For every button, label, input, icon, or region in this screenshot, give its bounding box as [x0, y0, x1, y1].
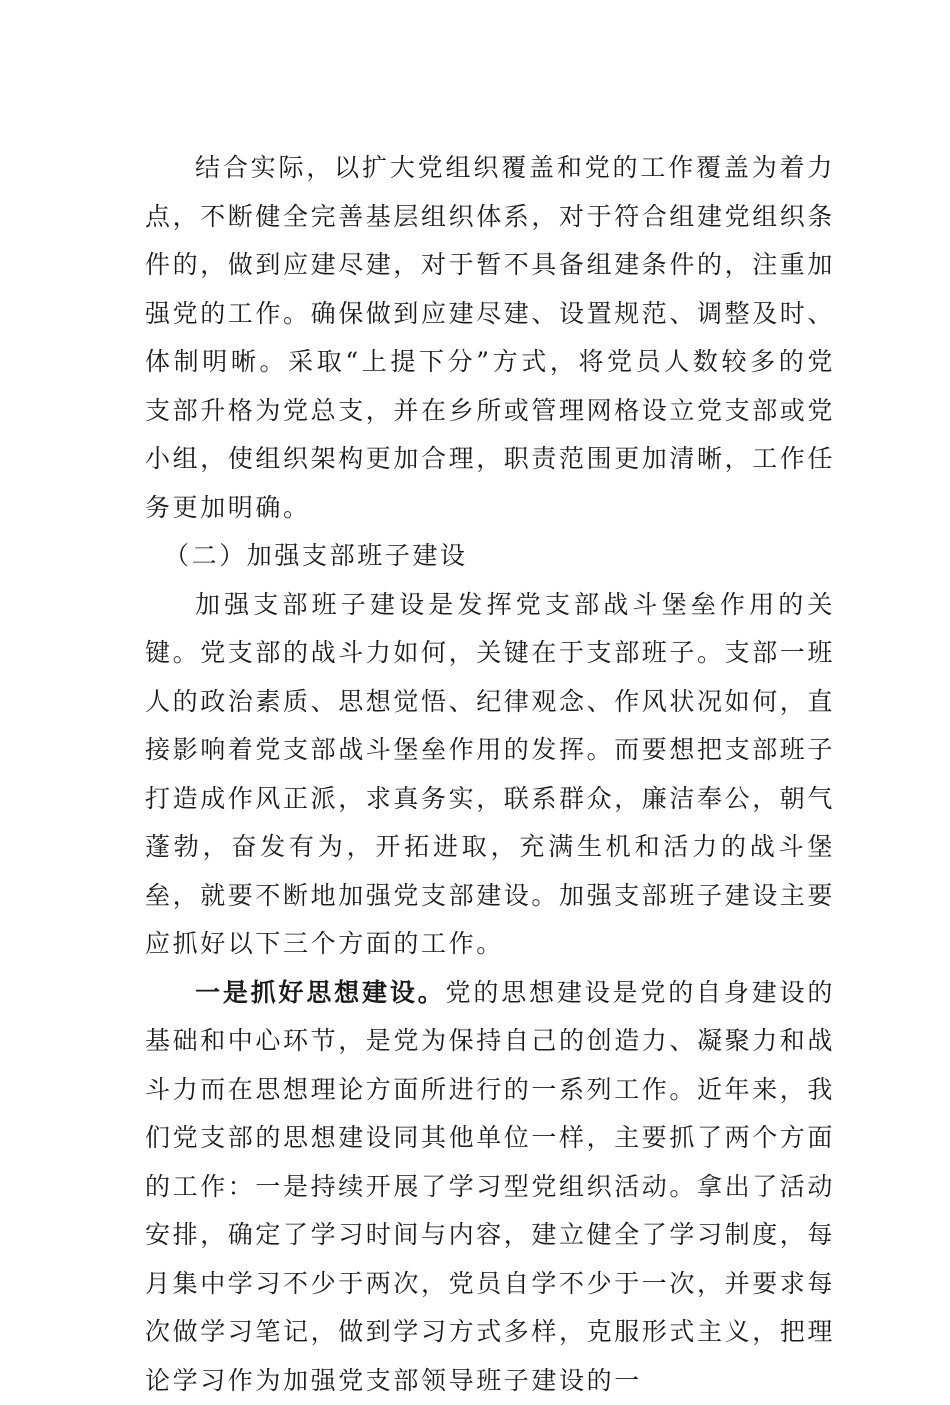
paragraph-branch-team: 加强支部班子建设是发挥党支部战斗堡垒作用的关键。党支部的战斗力如何，关键在于支部班子。支部一班人的政治素质、思想觉悟、纪律观念、作风状况如何，直接影响着党支部战斗堡垒作用的发挥。而要想把支部班子打造成作风正派，求真务实，联系群众，廉洁奉公，朝气蓬勃，奋发有为，开拓进取，充满生机和活力的战斗堡垒，就要不断地加强党支部建设。加强支部班子建设主要应抓好以下三个方面的工作。	[145, 581, 835, 969]
paragraph-organization-system: 结合实际，以扩大党组织覆盖和党的工作覆盖为着力点，不断健全完善基层组织体系，对于符合组建党组织条件的，做到应建尽建，对于暂不具备组建条件的，注重加强党的工作。确保做到应建尽建、设置规范、调整及时、体制明晰。采取“上提下分”方式，将党员人数较多的党支部升格为党总支，并在乡所或管理网格设立党支部或党小组，使组织架构更加合理，职责范围更加清晰，工作任务更加明确。	[145, 144, 835, 532]
paragraph-ideological-building	[145, 969, 835, 1405]
section-heading-branch-team: （二）加强支部班子建设	[145, 532, 835, 581]
paragraph-lead-bold: 一是抓好思想建设。	[195, 978, 446, 1007]
paragraph-body-text: 党的思想建设是党的自身建设的基础和中心环节，是党为保持自己的创造力、凝聚力和战斗力而在思想理论方面所进行的一系列工作。近年来，我们党支部的思想建设同其他单位一样，主要抓了两个方面的工作：一是持续开展了学习型党组织活动。拿出了活动安排，确定了学习时间与内容，建立健全了学习制度，每月集中学习不少于两次，党员自学不少于一次，并要求每次做学习笔记，做到学习方式多样，克服形式主义，把理论学习作为加强党支部领导班子建设的一	[145, 978, 835, 1395]
document-body	[145, 144, 835, 1405]
